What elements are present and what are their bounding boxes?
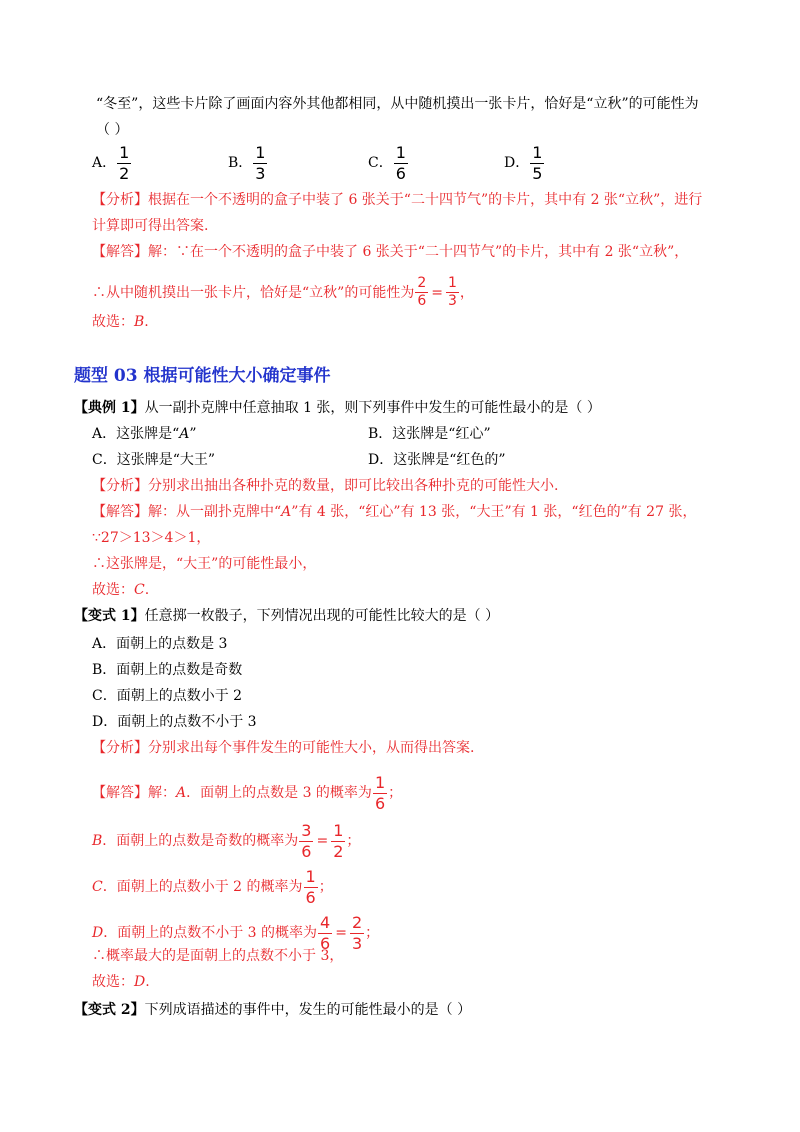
analysis-tag: 【分析】 <box>92 740 148 756</box>
solution-line: ∴这张牌是，“大王”的可能性最小， <box>92 556 317 572</box>
option-label: B． <box>228 155 253 172</box>
fraction: $\frac{1}{2}$ <box>333 821 344 861</box>
section-title: 题型 03 根据可能性大小确定事件 <box>74 366 331 386</box>
fraction: $\frac{1}{6}$ <box>395 143 406 183</box>
variant-tag: 【变式 1】 <box>74 608 145 624</box>
answer-bracket: （ ） <box>96 122 129 138</box>
choose-line: 故选：C. <box>92 582 150 598</box>
fraction: $\frac{1}{2}$ <box>119 143 130 183</box>
option-b: B．这张牌是“红心” <box>368 426 491 442</box>
example-question: 【典例 1】从一副扑克牌中任意抽取 1 张，则下列事件中发生的可能性最小的是（ ） <box>74 400 601 416</box>
option-d: D．这张牌是“红色的” <box>368 452 506 468</box>
option-b <box>228 144 268 182</box>
solution-line: 【解答】解：从一副扑克牌中“A”有 4 张，“红心”有 13 张，“大王”有 1 张，“红色的”有 27 张， <box>92 504 697 520</box>
fraction: $\frac{2}{3}$ <box>351 913 363 953</box>
option-a <box>92 144 132 182</box>
fraction: $\frac{4}{6}$ <box>320 913 331 953</box>
choose-line: 故选：D. <box>92 974 150 990</box>
analysis-line: 【分析】分别求出抽出各种扑克的数量，即可比较出各种扑克的可能性大小. <box>92 478 559 494</box>
solution-line: ∵27＞13＞4＞1， <box>92 530 211 546</box>
example-tag: 【典例 1】 <box>74 400 145 416</box>
fraction: $\frac{1}{5}$ <box>532 143 543 183</box>
solution-tag: 【解答】 <box>92 244 148 260</box>
question-text-line: “冬至”，这些卡片除了画面内容外其他都相同，从中随机摸出一张卡片，恰好是“立秋”的可能性为 <box>96 96 699 112</box>
option-label: D． <box>504 155 530 172</box>
analysis-tag: 【分析】 <box>92 478 148 494</box>
fraction: $\frac{1}{6}$ <box>305 867 316 907</box>
conclusion-line: ∴概率最大的是面朝上的点数不小于 3， <box>92 948 344 964</box>
variant-question: 【变式 2】下列成语描述的事件中，发生的可能性最小的是（ ） <box>74 1002 472 1018</box>
option-d <box>504 144 545 182</box>
analysis-tag: 【分析】 <box>92 192 148 208</box>
option-c <box>368 144 409 182</box>
option-b: B．面朝上的点数是奇数 <box>92 662 243 678</box>
option-a: A．这张牌是“A” <box>92 426 197 442</box>
option-c: C．这张牌是“大王” <box>92 452 216 468</box>
solution-line: 【解答】解：∵在一个不透明的盒子中装了 6 张关于“二十四节气”的卡片，其中有 2 张“立秋”， <box>92 244 689 260</box>
solution-tag: 【解答】 <box>92 785 148 802</box>
option-d: D．面朝上的点数不小于 3 <box>92 714 257 730</box>
solution-tag: 【解答】 <box>92 504 148 520</box>
option-c: C．面朝上的点数小于 2 <box>92 688 243 704</box>
analysis-line: 计算即可得出答案. <box>92 218 209 234</box>
fraction: $\frac{1}{6}$ <box>374 773 386 813</box>
fraction: $\frac{1}{3}$ <box>447 275 457 310</box>
choose-line: 故选：B. <box>92 314 149 330</box>
solution-line: C．面朝上的点数小于 2 的概率为 $\frac{1}{6}$ ； <box>92 867 333 907</box>
fraction: $\frac{2}{6}$ <box>417 275 427 310</box>
solution-line: D．面朝上的点数不小于 3 的概率为 $\frac{4}{6}$ = $\frac{2}{3}$ ； <box>92 913 380 953</box>
variant-question: 【变式 1】任意掷一枚骰子，下列情况出现的可能性比较大的是（ ） <box>74 608 500 624</box>
option-label: C． <box>368 155 393 172</box>
fraction: $\frac{1}{3}$ <box>255 143 266 183</box>
option-label: A． <box>92 155 117 172</box>
solution-line: ∴从中随机摸出一张卡片，恰好是“立秋”的可能性为 $\frac{2}{6}$ = $\frac{1}{3}$ ， <box>92 275 474 310</box>
fraction: $\frac{3}{6}$ <box>301 821 312 861</box>
solution-line: B．面朝上的点数是奇数的概率为 $\frac{3}{6}$ = $\frac{1}{2}$ ； <box>92 821 361 861</box>
solution-line: 【解答】解：A．面朝上的点数是 3 的概率为 $\frac{1}{6}$ ； <box>92 773 403 813</box>
analysis-line: 【分析】分别求出每个事件发生的可能性大小，从而得出答案. <box>92 740 475 756</box>
variant-tag: 【变式 2】 <box>74 1002 145 1018</box>
analysis-line: 【分析】根据在一个不透明的盒子中装了 6 张关于“二十四节气”的卡片，其中有 2 张“立秋”，进行 <box>92 192 703 208</box>
option-a: A．面朝上的点数是 3 <box>92 636 228 652</box>
